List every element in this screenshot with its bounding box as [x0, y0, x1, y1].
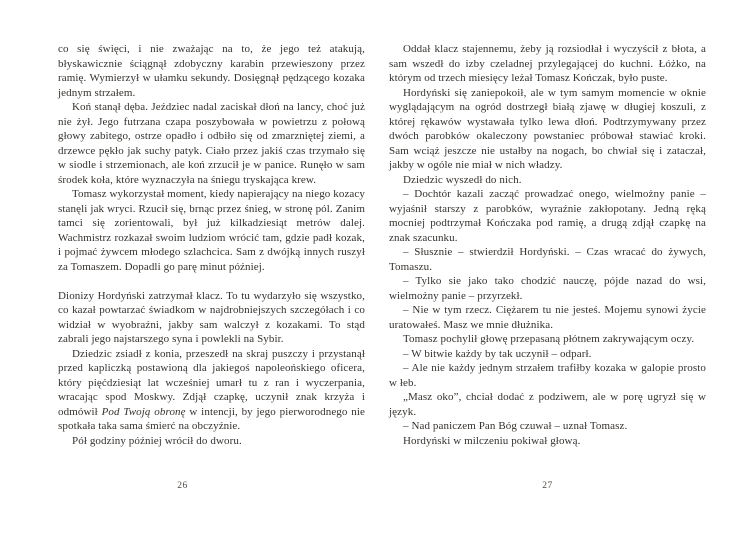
page-left-text [58, 42, 365, 448]
text-segment: – Dochtór kazali zacząć prowadzać onego, wielmożny panie – wyjaśnił starszy z parobków, wyraźnie zakłopotany. Jedną ręką mocniej podtrzymał Kończaka pod ramię, a drugą zdjął czapkę na znak szacunku. [389, 188, 706, 244]
text-segment: co się święci, i nie zważając na to, że jego też atakują, błyskawicznie ściągnął zdobyczny karabin przewieszony przez ramię. Wymierzył w ułamku sekundy. Dosięgnął pędzącego kozaka jednym strzałem. [58, 43, 365, 99]
text-segment: Pół godziny później wrócił do dworu. [72, 434, 242, 447]
text-segment: – Tylko sie jako tako chodzić nauczę, pójde nazad do wsi, wielmożny panie – przyrzekł. [389, 275, 706, 302]
paragraph [389, 390, 706, 419]
page-right-text [389, 42, 706, 448]
text-segment: – W bitwie każdy by tak uczynił – odparł. [403, 347, 592, 360]
paragraph [389, 303, 706, 332]
text-segment: Hordyński się zaniepokoił, ale w tym samym momencie w oknie wyglądającym na ogród dostrzegł białą zjawę w długiej koszuli, z której rękawów wystawała tylko lewa dłoń. Podtrzymywany przez dwóch parobków okaleczony powstaniec próbował stawiać kroki. Sam wciąż jeszcze nie ustałby na nogach, bo chwiał się i zataczał, jakby w ogóle nie miał w nich władzy. [389, 86, 706, 171]
text-segment: Hordyński w milczeniu pokiwał głową. [403, 434, 581, 447]
paragraph [389, 434, 706, 449]
page-right [365, 0, 730, 538]
paragraph [58, 289, 365, 347]
page-number-right: 27 [542, 481, 553, 491]
paragraph [389, 187, 706, 245]
paragraph [389, 42, 706, 86]
paragraph [389, 347, 706, 362]
paragraph [389, 245, 706, 274]
text-segment: Tomasz wykorzystał moment, kiedy napierający na niego kozacy stanęli jak wryci. Rzucił się, brnąc przez śnieg, w stronę pól. Zanim tamci się zorientowali, był już kilkadziesiąt metrów dalej. Wachmistrz rozkazał swoim ludziom wrócić tam, gdzie padł kozak, i pojmać żywcem młodego szlachcica. Sam z dwójką innych ruszył za Tomaszem. Dopadli go parę minut później. [58, 188, 365, 273]
paragraph [389, 419, 706, 434]
text-segment: „Masz oko”, chciał dodać z podziwem, ale w porę ugryzł się w język. [389, 391, 706, 418]
text-segment: – Słusznie – stwierdził Hordyński. – Czas wracać do żywych, Tomaszu. [389, 246, 706, 273]
page-number-left: 26 [177, 481, 188, 491]
text-segment: Dionizy Hordyński zatrzymał klacz. To tu wydarzyło się wszystko, co kazał powtarzać świadkom w najdrobniejszych szczegółach i co widział w wyobraźni, jakby sam walczył z kozakami. To stąd zabrali jego najstarszego syna i powlekli na Sybir. [58, 289, 365, 345]
text-segment: w intencji, by jego pierworodnego nie spotkała taka sama śmierć na obczyźnie. [58, 405, 365, 432]
paragraph [58, 100, 365, 187]
paragraph [58, 434, 365, 449]
text-segment: Koń stanął dęba. Jeździec nadal zaciskał dłoń na lancy, choć już nie żył. Jego futrzana czapa poszybowała w powietrzu z połową głowy zabitego, ostrze opadło i odbiło się od zmarzniętej ziemi, a drzewce pękło jak suchy patyk. Ciało przez jakiś czas trzymało się w siodle i strzemionach, ale koń zrzucił je w panice. Runęło w sam środek koła, które wyznaczyła na śniegu tryskająca krew. [58, 101, 365, 186]
paragraph [58, 42, 365, 100]
paragraph [389, 173, 706, 188]
paragraph [389, 86, 706, 173]
paragraph [389, 274, 706, 303]
text-segment: Oddał klacz stajennemu, żeby ją rozsiodłał i wyczyścił z błota, a sam wszedł do izby czeladnej przylegającej do kuchni. Łóżko, na którym od trzech miesięcy leżał Tomasz Kończak, było puste. [389, 43, 706, 84]
italic-text: Pod Twoją obronę [101, 405, 186, 418]
text-segment: – Nad paniczem Pan Bóg czuwał – uznał Tomasz. [403, 420, 628, 432]
text-segment: Tomasz pochylił głowę przepasaną płótnem zakrywającym oczy. [403, 333, 695, 345]
text-segment: – Nie w tym rzecz. Ciężarem tu nie jesteś. Mojemu synowi życie uratowałeś. Masz we mnie dłużnika. [389, 304, 706, 331]
paragraph [58, 347, 365, 434]
text-segment: – Ale nie każdy jednym strzałem trafiłby kozaka w galopie prosto w łeb. [389, 362, 706, 389]
text-segment: Dziedzic wyszedł do nich. [403, 173, 522, 186]
text-segment: Dziedzic zsiadł z konia, przeszedł na skraj puszczy i przystanął przed kapliczką postawioną dla jakiegoś napoleońskiego oficera, który pięćdziesiąt lat wcześniej umarł tu z ran i wyczerpania, wracając spod Moskwy. Zdjął czapkę, uczynił znak krzyża i odmówił [58, 347, 365, 418]
paragraph [389, 361, 706, 390]
paragraph [389, 332, 706, 347]
paragraph [58, 187, 365, 274]
